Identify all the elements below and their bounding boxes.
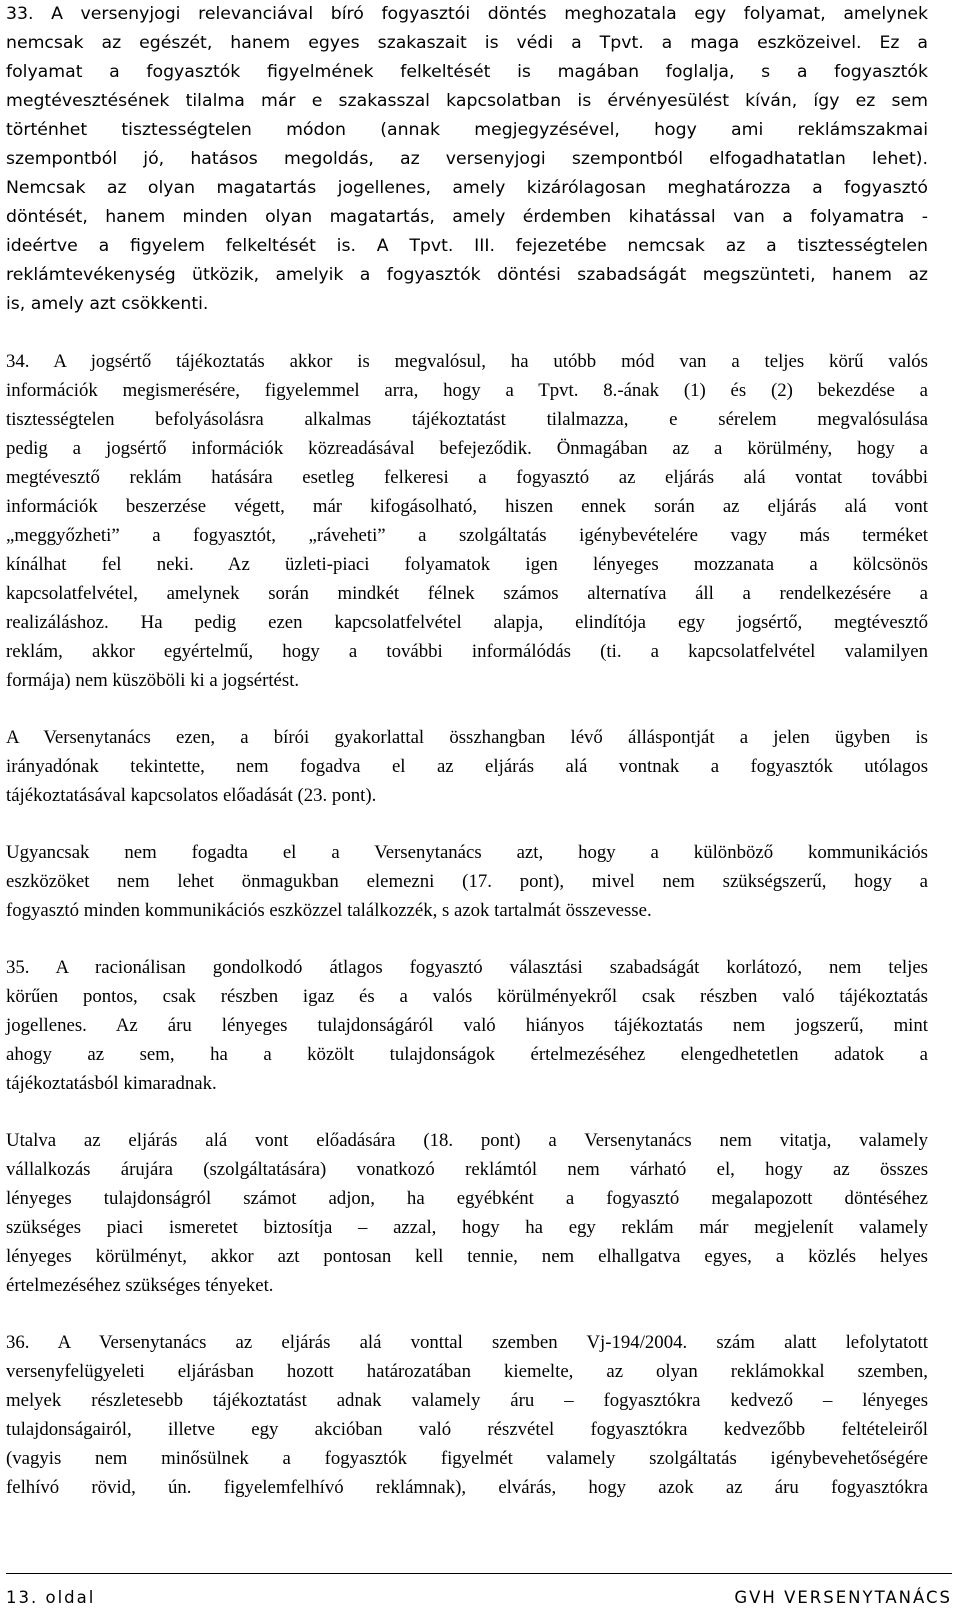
paragraph-gap bbox=[6, 810, 928, 838]
text-line: reklámtevékenység ütközik, amelyik a fogyasztók döntési szabadságát megszünteti, hanem az bbox=[6, 265, 928, 285]
text-line: megtévesztő reklám hatására esetleg felkeresi a fogyasztó az eljárás alá vontat további bbox=[6, 467, 928, 488]
text-line: tulajdonságairól, illetve egy akcióban való részvétel fogyasztókra kedvezőbb feltételeiről bbox=[6, 1419, 928, 1440]
text-line: realizáláshoz. Ha pedig ezen kapcsolatfelvétel alapja, elindítója egy jogsértő, megtévesztő bbox=[6, 612, 928, 633]
text-line: fogyasztó minden kommunikációs eszközzel találkozzék, s azok tartalmát összevesse. bbox=[6, 900, 652, 921]
text-line: ideértve a figyelem felkeltését is. A Tpvt. III. fejezetébe nemcsak az a tisztességtelen bbox=[6, 236, 928, 256]
text-line: ahogy az sem, ha a közölt tulajdonságok értelmezéséhez elengedhetetlen adatok a bbox=[6, 1044, 928, 1065]
text-line: formája) nem küszöböli ki a jogsértést. bbox=[6, 670, 300, 691]
text-line: is, amely azt csökkenti. bbox=[6, 294, 209, 314]
text-line: 35. A racionálisan gondolkodó átlagos fogyasztó választási szabadságát korlátozó, nem teljes bbox=[6, 957, 928, 978]
text-line: körűen pontos, csak részben igaz és a valós körülményekről csak részben való tájékoztatás bbox=[6, 986, 928, 1007]
text-line: szempontból jó, hatásos megoldás, az versenyjogi szempontból elfogadhatatlan lehet). bbox=[6, 149, 928, 169]
text-line: megtévesztésének tilalma már e szakasszal kapcsolatban is érvényesülést kíván, így ez sem bbox=[6, 91, 928, 111]
text-line: 33. A versenyjogi relevanciával bíró fogyasztói döntés meghozatala egy folyamat, amelynek bbox=[6, 4, 928, 24]
paragraph-gap bbox=[6, 695, 928, 723]
text-line: A Versenytanács ezen, a bírói gyakorlattal összhangban lévő álláspontját a jelen ügyben is bbox=[6, 727, 928, 748]
text-line: vállalkozás árujára (szolgáltatására) vonatkozó reklámtól nem várható el, hogy az összes bbox=[6, 1159, 928, 1180]
paragraph-7 bbox=[6, 1328, 928, 1502]
text-line: felhívó rövid, ún. figyelemfelhívó reklámnak), elvárás, hogy azok az áru fogyasztókra bbox=[6, 1477, 928, 1498]
text-line: pedig a jogsértő információk közreadásával befejeződik. Önmagában az a körülmény, hogy a bbox=[6, 438, 928, 459]
text-line: kínálhat fel neki. Az üzleti-piaci folyamatok igen lényeges mozzanata a kölcsönös bbox=[6, 554, 928, 575]
text-line: kapcsolatfelvétel, amelynek során mindkét félnek számos alternatíva áll a rendelkezésére a bbox=[6, 583, 928, 604]
paragraph-1 bbox=[6, 0, 928, 319]
text-line: „meggyőzheti” a fogyasztót, „ráveheti” a szolgáltatás igénybevételére vagy más terméket bbox=[6, 525, 928, 546]
paragraph-gap bbox=[6, 1098, 928, 1126]
text-line: (vagyis nem minősülnek a fogyasztók figyelmét valamely szolgáltatás igénybevehetőségére bbox=[6, 1448, 928, 1469]
text-line: jogellenes. Az áru lényeges tulajdonságáról való hiányos tájékoztatás nem jogszerű, mint bbox=[6, 1015, 928, 1036]
text-line: 34. A jogsértő tájékoztatás akkor is megvalósul, ha utóbb mód van a teljes körű valós bbox=[6, 351, 928, 372]
text-line: lényeges tulajdonságról számot adjon, ha egyébként a fogyasztó megalapozott döntéséhez bbox=[6, 1188, 928, 1209]
paragraph-gap bbox=[6, 925, 928, 953]
text-line: tisztességtelen befolyásolásra alkalmas tájékoztatást tilalmazza, e sérelem megvalósulása bbox=[6, 409, 928, 430]
text-line: történhet tisztességtelen módon (annak megjegyzésével, hogy ami reklámszakmai bbox=[6, 120, 928, 140]
text-line: nemcsak az egészét, hanem egyes szakaszait is védi a Tpvt. a maga eszközeivel. Ez a bbox=[6, 33, 928, 53]
paragraph-5 bbox=[6, 953, 928, 1098]
page-footer bbox=[6, 1573, 952, 1618]
paragraph-gap bbox=[6, 319, 928, 347]
text-line: Nemcsak az olyan magatartás jogellenes, amely kizárólagosan meghatározza a fogyasztó bbox=[6, 178, 928, 198]
text-line: tájékoztatásból kimaradnak. bbox=[6, 1073, 217, 1094]
text-line: információk megismerésére, figyelemmel arra, hogy a Tpvt. 8.-ának (1) és (2) bekezdése a bbox=[6, 380, 928, 401]
text-line: döntését, hanem minden olyan magatartás, amely érdemben kihatással van a folyamatra - bbox=[6, 207, 928, 227]
text-line: reklám, akkor egyértelmű, hogy a további informálódás (ti. a kapcsolatfelvétel valamilyen bbox=[6, 641, 928, 662]
text-line: Utalva az eljárás alá vont előadására (18. pont) a Versenytanács nem vitatja, valamely bbox=[6, 1130, 928, 1151]
text-line: Ugyancsak nem fogadta el a Versenytanács azt, hogy a különböző kommunikációs bbox=[6, 842, 928, 863]
text-line: melyek részletesebb tájékoztatást adnak valamely áru – fogyasztókra kedvező – lényeges bbox=[6, 1390, 928, 1411]
document-body bbox=[6, 0, 928, 1502]
text-line: információk beszerzése végett, már kifogásolható, hiszen ennek során az eljárás alá vont bbox=[6, 496, 928, 517]
paragraph-4 bbox=[6, 838, 928, 925]
text-line: eszközöket nem lehet önmagukban elemezni (17. pont), mivel nem szükségszerű, hogy a bbox=[6, 871, 928, 892]
paragraph-2 bbox=[6, 347, 928, 695]
text-line: 36. A Versenytanács az eljárás alá vonttal szemben Vj-194/2004. szám alatt lefolytatott bbox=[6, 1332, 928, 1353]
text-line: szükséges piaci ismeretet biztosítja – azzal, hogy ha egy reklám már megjelenít valamely bbox=[6, 1217, 928, 1238]
footer-organization: GVH VERSENYTANÁCS bbox=[734, 1588, 952, 1607]
text-line: tájékoztatásával kapcsolatos előadását (23. pont). bbox=[6, 785, 377, 806]
text-line: értelmezéséhez szükséges tényeket. bbox=[6, 1275, 274, 1296]
paragraph-3 bbox=[6, 723, 928, 810]
text-line: irányadónak tekintette, nem fogadva el az eljárás alá vontnak a fogyasztók utólagos bbox=[6, 756, 928, 777]
paragraph-6 bbox=[6, 1126, 928, 1300]
text-line: lényeges körülményt, akkor azt pontosan kell tennie, nem elhallgatva egyes, a közlés helyes bbox=[6, 1246, 928, 1267]
text-line: versenyfelügyeleti eljárásban hozott határozatában kiemelte, az olyan reklámokkal szemben, bbox=[6, 1361, 928, 1382]
page-number: 13. oldal bbox=[6, 1588, 96, 1607]
paragraph-gap bbox=[6, 1300, 928, 1328]
text-line: folyamat a fogyasztók figyelmének felkeltését is magában foglalja, s a fogyasztók bbox=[6, 62, 928, 82]
